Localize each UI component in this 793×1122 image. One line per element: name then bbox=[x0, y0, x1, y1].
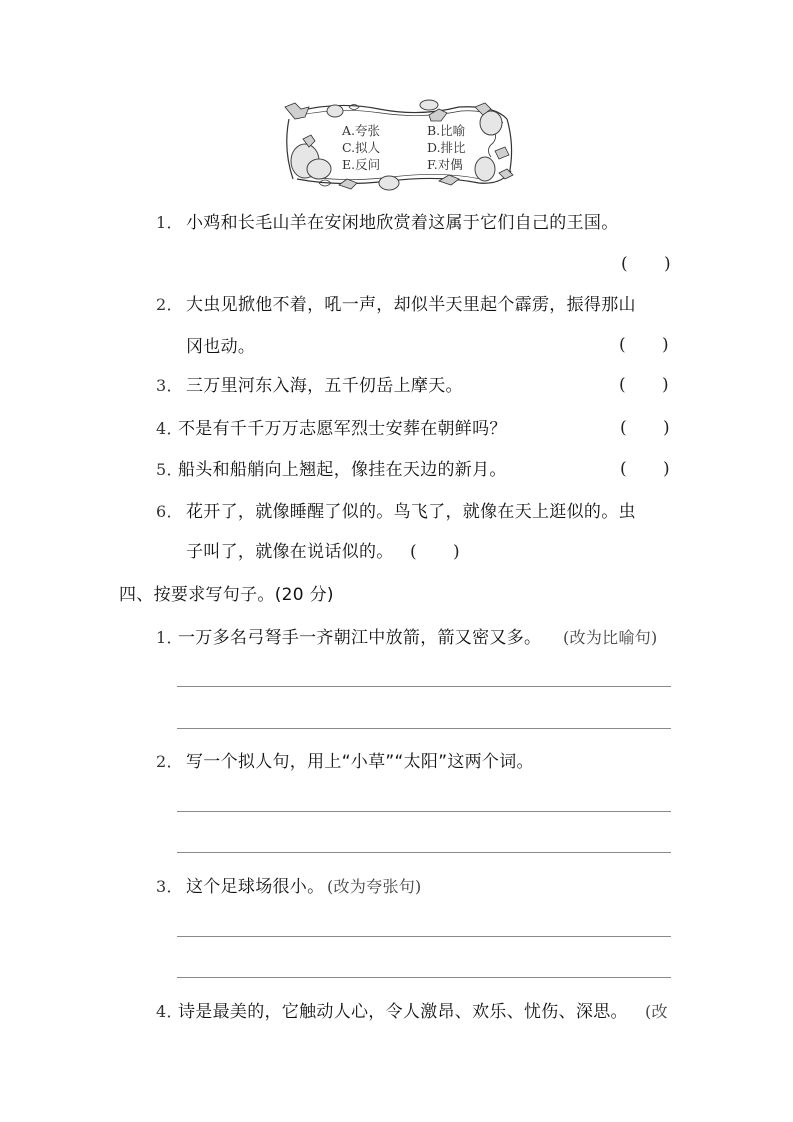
answer-blank[interactable]: ( ) bbox=[621, 254, 671, 274]
question-number: 3． bbox=[156, 376, 183, 395]
section4-title: 四、按要求写句子。(20 分) bbox=[119, 585, 334, 605]
option-f: F.对偶 bbox=[427, 157, 463, 172]
question-text: 花开了，就像睡醒了似的。鸟飞了，就像在天上逛似的。虫 bbox=[186, 502, 636, 522]
question-number: 6． bbox=[156, 502, 183, 521]
question-text: 船头和船艄向上翘起，像挂在天边的新月。 bbox=[178, 460, 507, 480]
question-text: 写一个拟人句，用上“小草”“太阳”这两个词。 bbox=[186, 752, 534, 772]
answer-blank[interactable]: ( ) bbox=[620, 418, 670, 438]
answer-blank[interactable]: ( ) bbox=[620, 459, 670, 479]
question-number: 1． bbox=[156, 628, 183, 647]
question-text-cont: 子叫了，就像在说话似的。 bbox=[186, 542, 394, 562]
answer-line[interactable] bbox=[177, 852, 671, 853]
answer-line[interactable] bbox=[177, 686, 671, 687]
option-e: E.反问 bbox=[342, 157, 381, 172]
option-c: C.拟人 bbox=[342, 140, 381, 155]
question-number: 3． bbox=[156, 877, 183, 896]
question-text: 一万多名弓弩手一齐朝江中放箭，箭又密又多。 bbox=[178, 628, 542, 648]
option-b: B.比喻 bbox=[427, 123, 466, 138]
question-text-cont: 冈也动。 bbox=[186, 337, 256, 357]
question-text: 这个足球场很小。 bbox=[186, 877, 325, 897]
answer-blank[interactable]: ( ) bbox=[410, 542, 460, 562]
answer-blank[interactable]: ( ) bbox=[619, 375, 669, 395]
question-text: 不是有千千万万志愿军烈士安葬在朝鲜吗？ bbox=[178, 419, 507, 439]
question-hint: (改 bbox=[645, 1002, 668, 1021]
option-a: A.夸张 bbox=[342, 123, 381, 138]
question-number: 2． bbox=[156, 295, 183, 314]
options-frame bbox=[279, 99, 518, 192]
option-d: D.排比 bbox=[427, 140, 466, 155]
question-number: 4． bbox=[156, 1002, 183, 1021]
answer-line[interactable] bbox=[177, 936, 671, 937]
question-number: 1． bbox=[156, 213, 183, 232]
answer-line[interactable] bbox=[177, 977, 671, 978]
question-number: 2． bbox=[156, 752, 183, 771]
question-text: 小鸡和长毛山羊在安闲地欣赏着这属于它们自己的王国。 bbox=[186, 213, 619, 233]
question-hint: (改为夸张句) bbox=[327, 877, 422, 896]
question-hint: (改为比喻句) bbox=[563, 628, 658, 647]
answer-line[interactable] bbox=[177, 811, 671, 812]
question-text: 大虫见掀他不着，吼一声，却似半天里起个霹雳，振得那山 bbox=[186, 295, 636, 315]
question-text: 诗是最美的，它触动人心，令人激昂、欢乐、忧伤、深思。 bbox=[178, 1002, 628, 1022]
question-text: 三万里河东入海，五千仞岳上摩天。 bbox=[186, 376, 463, 396]
answer-blank[interactable]: ( ) bbox=[619, 335, 669, 355]
question-number: 5． bbox=[156, 460, 183, 479]
gourd-vine-border-icon bbox=[279, 99, 518, 192]
answer-line[interactable] bbox=[177, 728, 671, 729]
question-number: 4． bbox=[156, 419, 183, 438]
